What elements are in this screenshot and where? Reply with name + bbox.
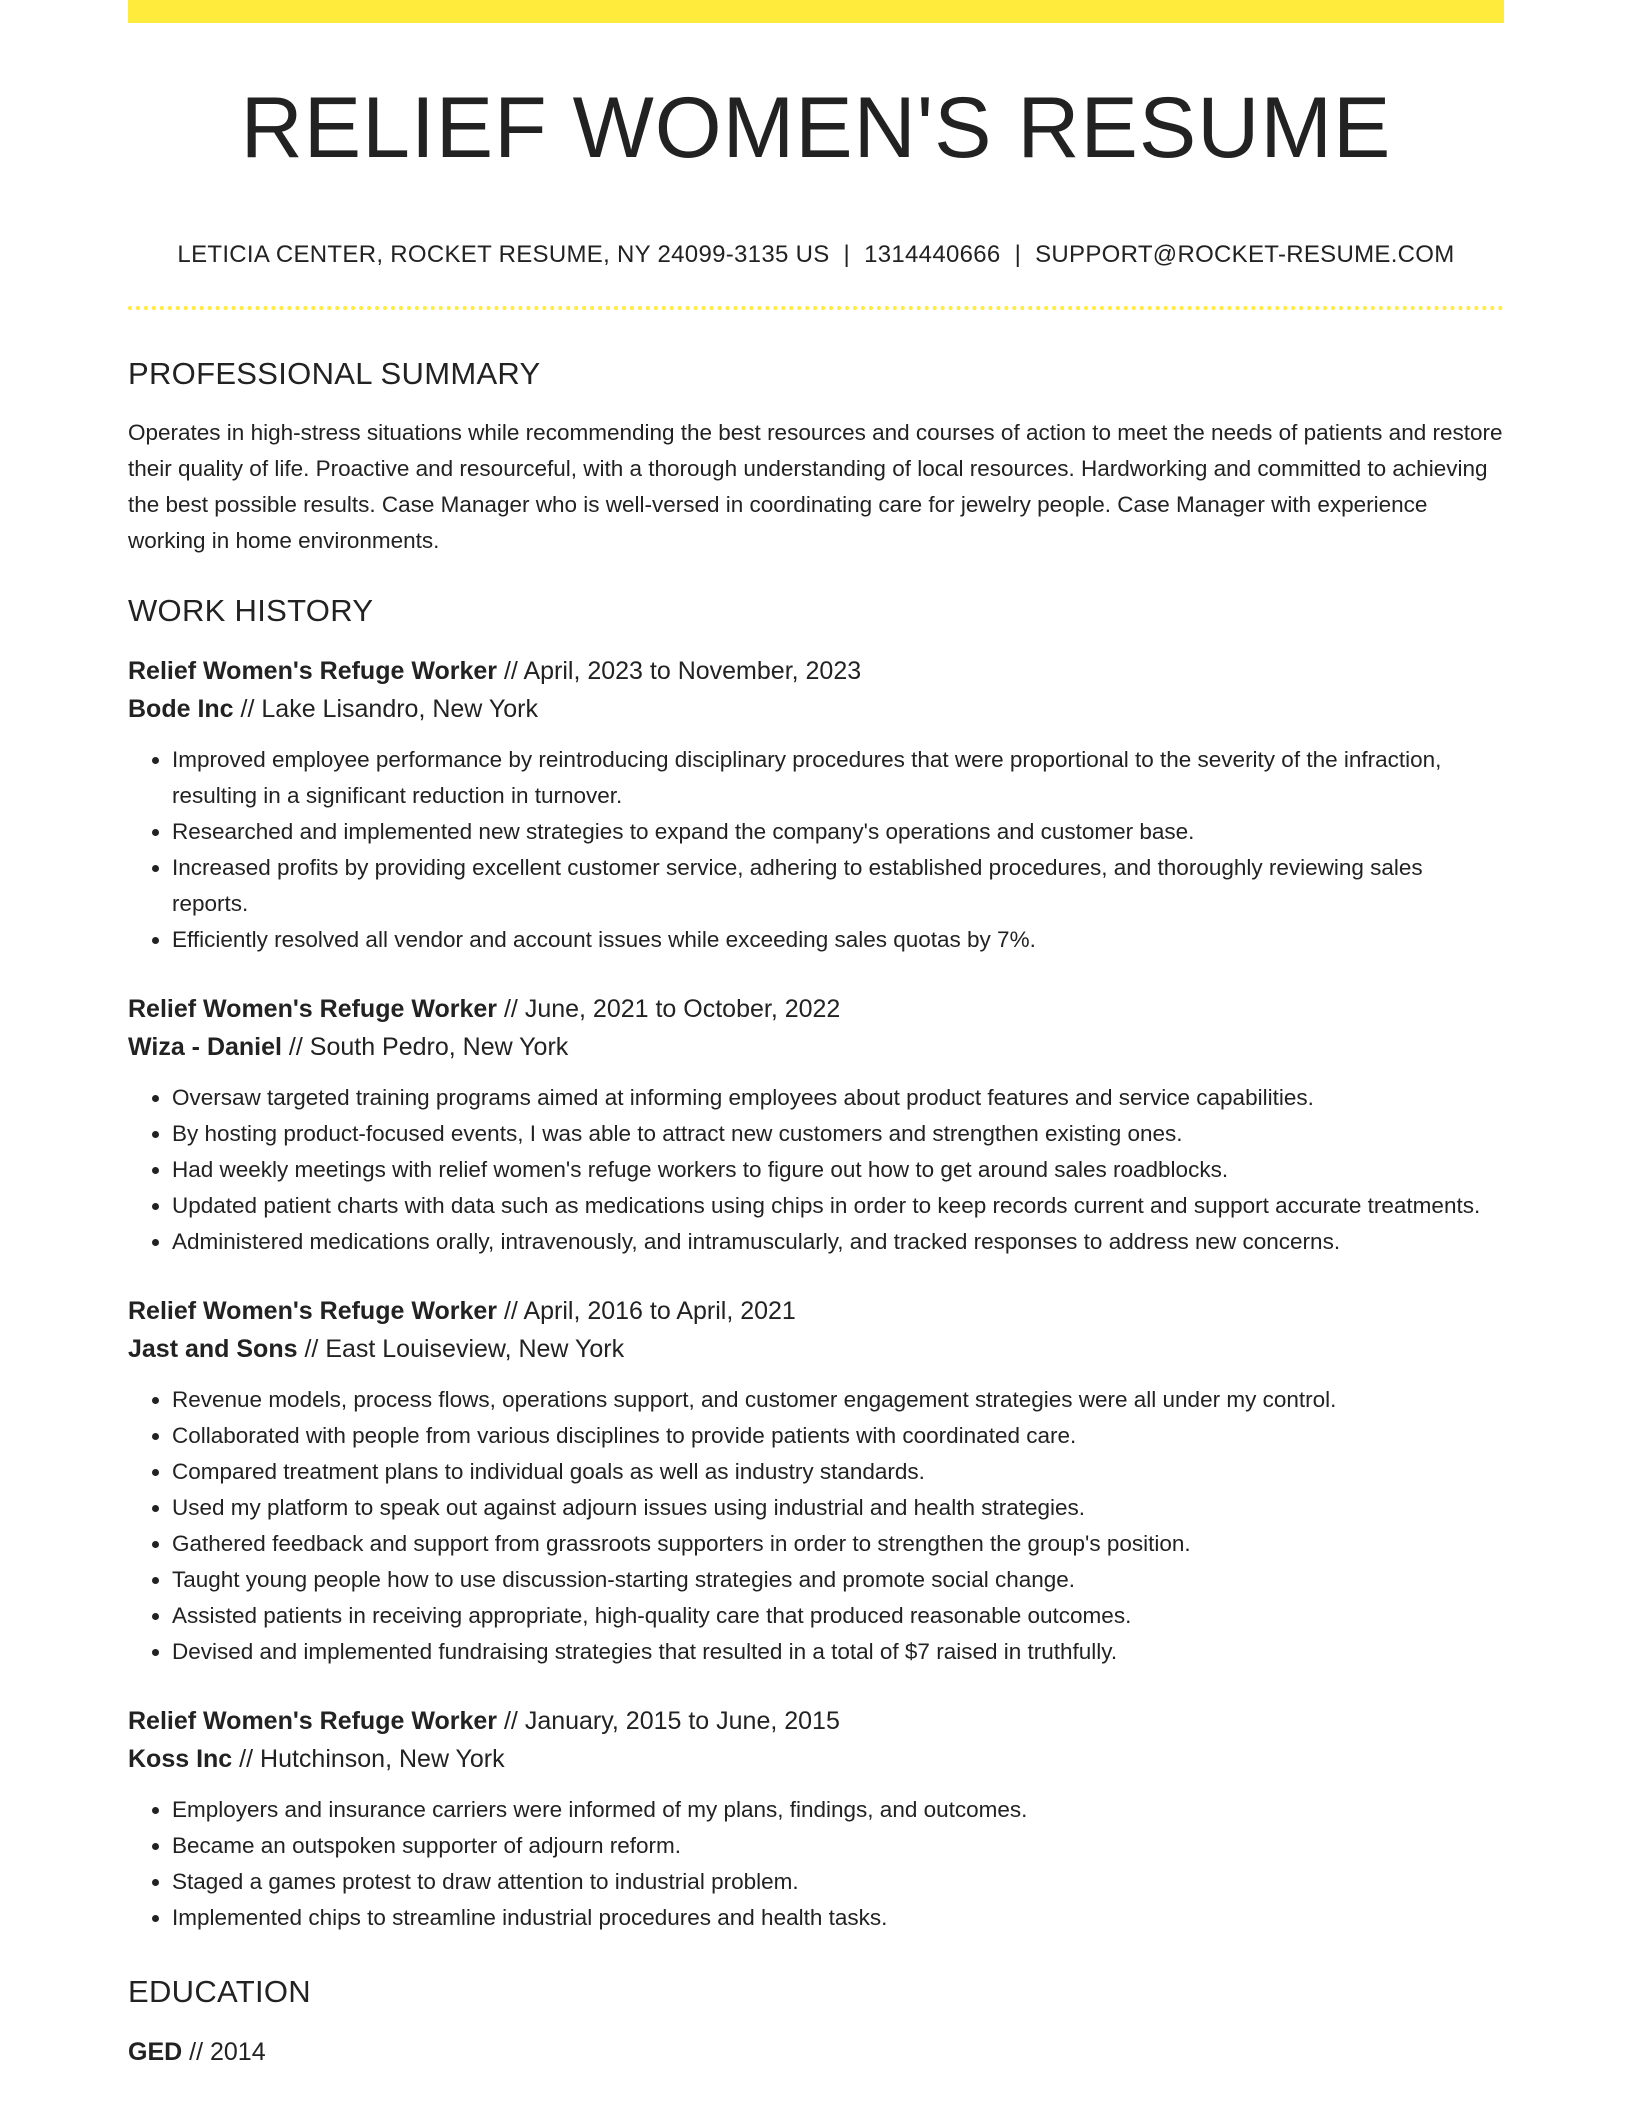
company-name: Wiza - Daniel <box>128 1033 282 1061</box>
job-entry <box>128 1292 1504 1670</box>
company-line <box>128 1330 1504 1368</box>
job-title: Relief Women's Refuge Worker <box>128 1297 497 1325</box>
resume-title: RELIEF WOMEN'S RESUME <box>240 80 1392 176</box>
job-delimiter: // <box>239 1745 254 1773</box>
contact-separator: | <box>843 241 851 268</box>
education-year: 2014 <box>210 2038 266 2066</box>
dotted-divider <box>128 306 1504 310</box>
job-title: Relief Women's Refuge Worker <box>128 995 497 1023</box>
contact-email: SUPPORT@ROCKET-RESUME.COM <box>1035 241 1455 268</box>
job-entry <box>128 1702 1504 1936</box>
company-location: South Pedro, New York <box>309 1033 569 1061</box>
job-bullet: • Oversaw targeted training programs aimed at informing employees about product features and service capabilities. <box>172 1080 1504 1116</box>
job-delimiter: // <box>240 695 255 723</box>
job-delimiter: // <box>503 657 518 685</box>
job-bullet: • Collaborated with people from various disciplines to provide patients with coordinated care. <box>172 1418 1504 1454</box>
job-bullets <box>128 1080 1504 1260</box>
contact-separator: | <box>1014 241 1022 268</box>
company-name: Koss Inc <box>128 1745 233 1773</box>
job-delimiter: // <box>503 1297 518 1325</box>
company-location: Hutchinson, New York <box>260 1745 505 1773</box>
job-bullet: • Revenue models, process flows, operations support, and customer engagement strategies were all under my control. <box>172 1382 1504 1418</box>
education-degree: GED <box>128 2038 183 2066</box>
accent-bar <box>128 0 1504 23</box>
job-bullet: • Compared treatment plans to individual goals as well as industry standards. <box>172 1454 1504 1490</box>
job-bullets <box>128 742 1504 958</box>
job-title-line <box>128 652 1504 690</box>
job-dates: April, 2023 to November, 2023 <box>523 657 862 685</box>
work-history-heading: WORK HISTORY <box>128 593 374 628</box>
job-bullet: • Updated patient charts with data such as medications using chips in order to keep records current and support accurate treatments. <box>172 1188 1504 1224</box>
job-bullet: • Taught young people how to use discussion-starting strategies and promote social change. <box>172 1562 1504 1598</box>
job-bullet: • Employers and insurance carriers were informed of my plans, findings, and outcomes. <box>172 1792 1504 1828</box>
company-location: East Louiseview, New York <box>325 1335 625 1363</box>
job-title-line <box>128 1702 1504 1740</box>
job-delimiter: // <box>288 1033 303 1061</box>
job-bullet: • Improved employee performance by reintroducing disciplinary procedures that were proportional to the severity of the infraction, resulting in a significant reduction in turnover. <box>172 742 1504 814</box>
contact-phone: 1314440666 <box>864 241 1001 268</box>
job-title-line <box>128 1292 1504 1330</box>
resume-page <box>128 0 1504 2071</box>
company-name: Bode Inc <box>128 695 234 723</box>
job-title-line <box>128 990 1504 1028</box>
contact-line <box>128 243 1504 267</box>
company-location: Lake Lisandro, New York <box>261 695 538 723</box>
job-bullet: • Devised and implemented fundraising strategies that resulted in a total of $7 raised in truthfully. <box>172 1634 1504 1670</box>
job-delimiter: // <box>503 995 518 1023</box>
job-dates: April, 2016 to April, 2021 <box>523 1297 796 1325</box>
company-name: Jast and Sons <box>128 1335 298 1363</box>
job-delimiter: // <box>503 1707 518 1735</box>
job-delimiter: // <box>304 1335 319 1363</box>
summary-heading: PROFESSIONAL SUMMARY <box>128 356 541 391</box>
company-line <box>128 690 1504 728</box>
education-delimiter: // <box>189 2038 204 2066</box>
education-heading: EDUCATION <box>128 1974 311 2009</box>
job-bullets <box>128 1792 1504 1936</box>
job-bullets <box>128 1382 1504 1670</box>
job-bullet: • Increased profits by providing excellent customer service, adhering to established procedures, and thoroughly reviewing sales reports. <box>172 850 1504 922</box>
job-bullet: • Had weekly meetings with relief women's refuge workers to figure out how to get around sales roadblocks. <box>172 1152 1504 1188</box>
job-bullet: • Became an outspoken supporter of adjourn reform. <box>172 1828 1504 1864</box>
job-entry <box>128 652 1504 958</box>
job-bullet: • Administered medications orally, intravenously, and intramuscularly, and tracked responses to address new concerns. <box>172 1224 1504 1260</box>
summary-text: Operates in high-stress situations while recommending the best resources and courses of action to meet the needs of patients and restore their quality of life. Proactive and resourceful, with a thorough understanding of local resources. Hardworking and committed to achieving the best possible results. Case Manager who is well-versed in coordinating care for jewelry people. Case Manager with experience working in home environments. <box>128 420 1503 553</box>
job-dates: June, 2021 to October, 2022 <box>524 995 841 1023</box>
job-bullet: • Staged a games protest to draw attention to industrial problem. <box>172 1864 1504 1900</box>
job-dates: January, 2015 to June, 2015 <box>524 1707 840 1735</box>
job-bullet: • Efficiently resolved all vendor and account issues while exceeding sales quotas by 7%. <box>172 922 1504 958</box>
education-entry <box>128 2033 1504 2071</box>
job-bullet: • By hosting product-focused events, I was able to attract new customers and strengthen existing ones. <box>172 1116 1504 1152</box>
company-line <box>128 1028 1504 1066</box>
job-entry <box>128 990 1504 1260</box>
job-bullet: • Gathered feedback and support from grassroots supporters in order to strengthen the group's position. <box>172 1526 1504 1562</box>
job-bullet: • Researched and implemented new strategies to expand the company's operations and customer base. <box>172 814 1504 850</box>
job-bullet: • Implemented chips to streamline industrial procedures and health tasks. <box>172 1900 1504 1936</box>
job-bullet: • Used my platform to speak out against adjourn issues using industrial and health strategies. <box>172 1490 1504 1526</box>
job-bullet: • Assisted patients in receiving appropriate, high-quality care that produced reasonable outcomes. <box>172 1598 1504 1634</box>
job-title: Relief Women's Refuge Worker <box>128 1707 497 1735</box>
job-title: Relief Women's Refuge Worker <box>128 657 497 685</box>
contact-address: LETICIA CENTER, ROCKET RESUME, NY 24099-3135 US <box>177 241 830 268</box>
company-line <box>128 1740 1504 1778</box>
